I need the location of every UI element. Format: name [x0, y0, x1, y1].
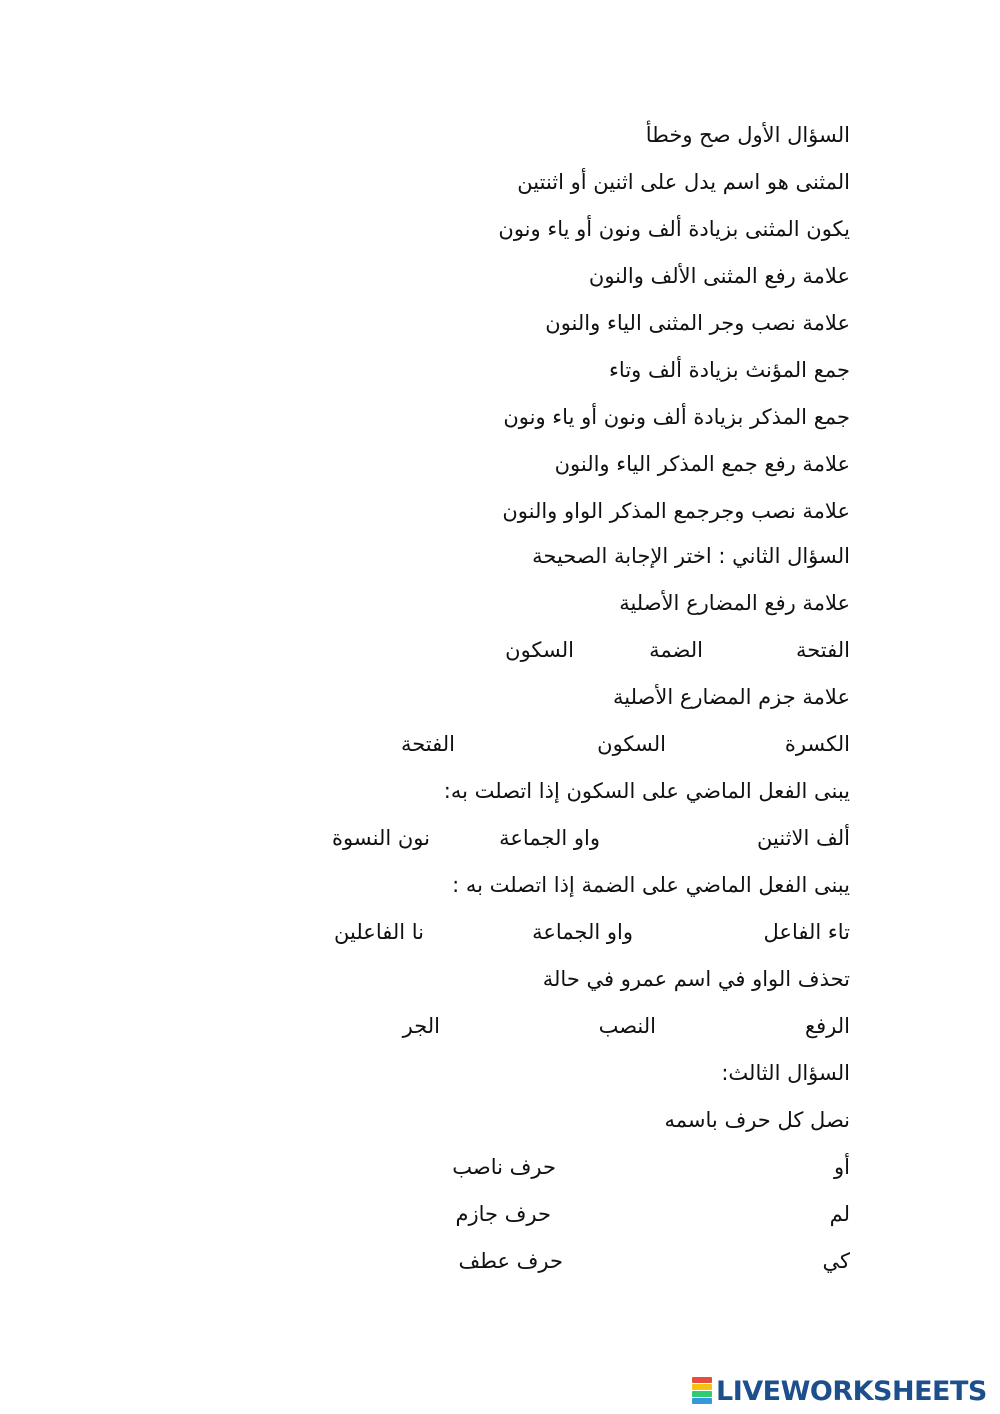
q2-option[interactable]: السكون	[505, 638, 574, 662]
q3-letter[interactable]: كي	[822, 1249, 850, 1273]
liveworksheets-logo-icon	[692, 1376, 714, 1406]
q1-item: المثنى هو اسم يدل على اثنين أو اثنتين	[517, 170, 850, 194]
q1-item: يكون المثنى بزيادة ألف ونون أو ياء ونون	[498, 217, 850, 241]
q2-option[interactable]: ألف الاثنين	[757, 826, 850, 850]
q3-letter-name[interactable]: حرف عطف	[458, 1249, 563, 1273]
q3-title: السؤال الثالث:	[721, 1061, 850, 1085]
q2-option[interactable]: النصب	[598, 1014, 656, 1038]
q3-instruction: نصل كل حرف باسمه	[664, 1108, 850, 1132]
q2-question-text: تحذف الواو في اسم عمرو في حالة	[542, 967, 850, 991]
q2-title: السؤال الثاني : اختر الإجابة الصحيحة	[532, 544, 850, 568]
q3-letter-name[interactable]: حرف ناصب	[452, 1155, 556, 1179]
q1-title: السؤال الأول صح وخطأ	[645, 123, 850, 147]
q2-option[interactable]: السكون	[597, 732, 666, 756]
liveworksheets-logo-text: LIVEWORKSHEETS	[716, 1375, 987, 1407]
q1-item: جمع المؤنث بزيادة ألف وتاء	[609, 358, 850, 382]
q1-item: علامة رفع المثنى الألف والنون	[588, 264, 850, 288]
q3-letter-name[interactable]: حرف جازم	[455, 1202, 551, 1226]
q2-option[interactable]: الفتحة	[400, 732, 455, 756]
q1-item: علامة رفع جمع المذكر الياء والنون	[554, 452, 850, 476]
liveworksheets-logo	[692, 1374, 987, 1408]
q2-option[interactable]: واو الجماعة	[499, 826, 600, 850]
q2-question-text: يبنى الفعل الماضي على الضمة إذا اتصلت به :	[452, 873, 850, 897]
q3-letter[interactable]: أو	[834, 1155, 850, 1179]
q2-question-text: يبنى الفعل الماضي على السكون إذا اتصلت به:	[443, 779, 850, 803]
q1-item: علامة نصب وجرجمع المذكر الواو والنون	[502, 499, 850, 523]
q2-question-text: علامة رفع المضارع الأصلية	[619, 591, 850, 615]
q3-letter[interactable]: لم	[829, 1202, 850, 1226]
q1-item: جمع المذكر بزيادة ألف ونون أو ياء ونون	[503, 405, 850, 429]
q2-option[interactable]: نون النسوة	[332, 826, 430, 850]
q2-option[interactable]: الرفع	[804, 1014, 850, 1038]
q2-option[interactable]: الضمة	[649, 638, 703, 662]
q2-question-text: علامة جزم المضارع الأصلية	[612, 685, 850, 709]
q2-option[interactable]: الجر	[402, 1014, 440, 1038]
q2-option[interactable]: واو الجماعة	[532, 920, 633, 944]
q2-option[interactable]: الفتحة	[795, 638, 850, 662]
q1-item: علامة نصب وجر المثنى الياء والنون	[545, 311, 850, 335]
q2-option[interactable]: الكسرة	[784, 732, 850, 756]
q2-option[interactable]: نا الفاعلين	[334, 920, 424, 944]
q2-option[interactable]: تاء الفاعل	[763, 920, 850, 944]
